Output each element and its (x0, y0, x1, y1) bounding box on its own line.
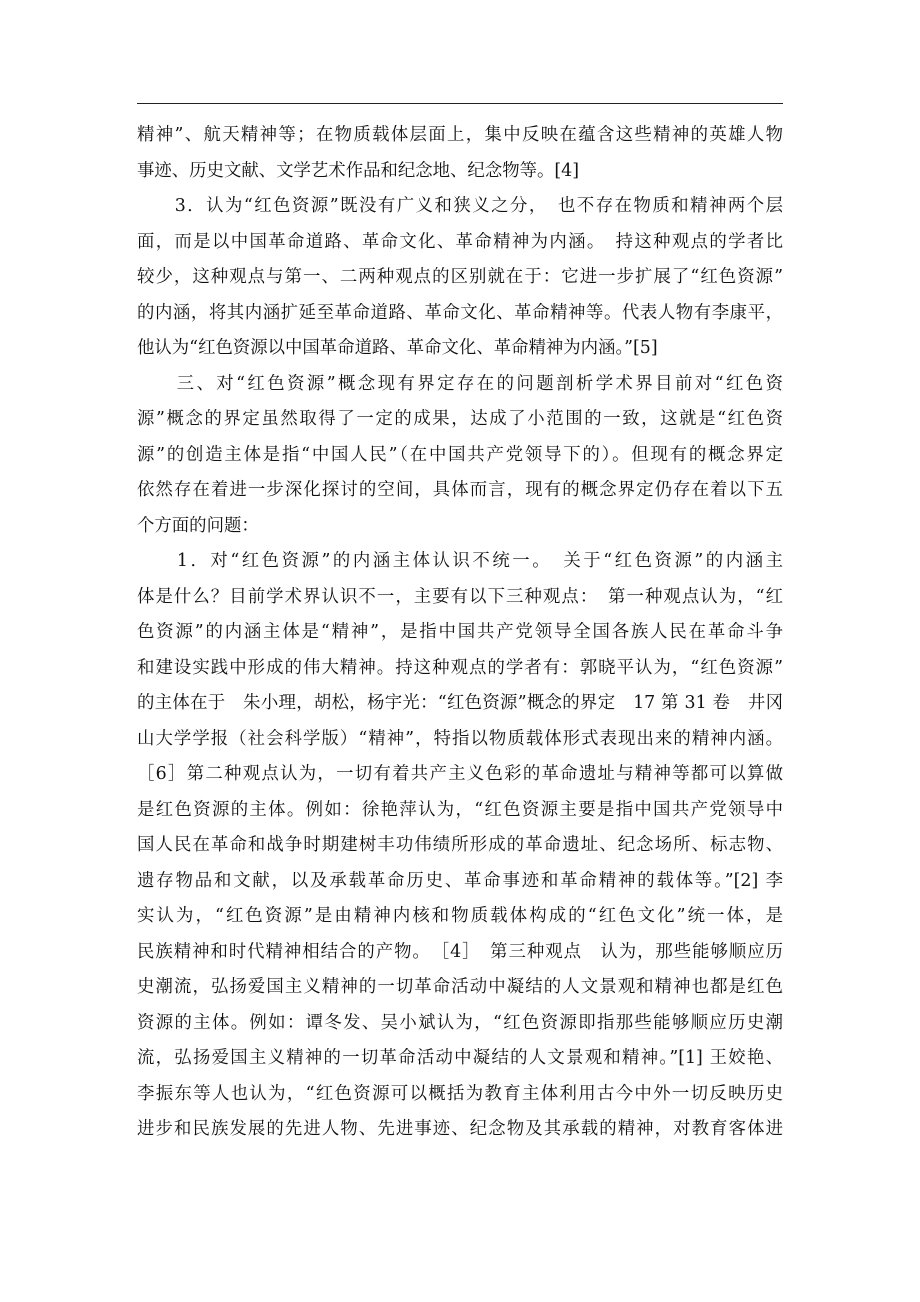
text-line: 体是什么？目前学术界认识不一，主要有以下三种观点： 第一种观点认为，“红 (137, 586, 783, 607)
text-line: ［6］第二种观点认为，一切有着共产主义色彩的革命遗址与精神等都可以算做 (137, 764, 783, 784)
header-rule (137, 103, 783, 104)
text-line: 源”的创造主体是指“中国人民”（在中国共产党领导下的）。但现有的概念界定 (137, 444, 783, 465)
text-line: 李振东等人也认为，“红色资源可以概括为教育主体利用古今中外一切反映历史 (137, 1083, 783, 1104)
text-line: 3．认为“红色资源”既没有广义和狭义之分， 也不存在物质和精神两个层 (137, 196, 783, 216)
text-line: 实认为，“红色资源”是由精神内核和物质载体构成的“红色文化”统一体，是 (137, 906, 783, 926)
text-line: 民族精神和时代精神相结合的产物。 ［4］ 第三种观点 认为，那些能够顺应历 (137, 941, 783, 962)
text-line: 较少，这种观点与第一、二两种观点的区别就在于：它进一步扩展了“红色资源” (137, 267, 783, 287)
text-line: 资源的主体。例如：谭冬发、吴小斌认为，“红色资源即指那些能够顺应历史潮 (137, 1012, 783, 1033)
text-line: 山大学学报（社会科学版）“精神”，特指以物质载体形式表现出来的精神内涵。 (137, 728, 783, 749)
text-line: 他认为“红色资源以中国革命道路、革命文化、革命精神为内涵。”[5] (137, 338, 658, 358)
page-body (137, 118, 783, 1148)
text-line: 源”概念的界定虽然取得了一定的成果，达成了小范围的一致，这就是“红色资 (137, 409, 783, 429)
text-line: 精神”、航天精神等；在物质载体层面上，集中反映在蕴含这些精神的英雄人物 (137, 125, 783, 145)
text-line: 的主体在于 朱小理，胡松，杨宇光：“红色资源”概念的界定 17 第 31 卷 井冈 (137, 693, 783, 713)
text-line: 遗存物品和文献，以及承载革命历史、革命事迹和革命精神的载体等。”[2] 李 (137, 870, 783, 891)
text-line: 依然存在着进一步深化探讨的空间，具体而言，现有的概念界定仍存在着以下五 (137, 480, 783, 500)
text-line: 事迹、历史文献、文学艺术作品和纪念地、纪念物等。[4] (137, 160, 580, 181)
text-line: 三、对“红色资源”概念现有界定存在的问题剖析学术界目前对“红色资 (137, 373, 783, 394)
text-line: 的内涵，将其内涵扩延至革命道路、革命文化、革命精神等。代表人物有李康平， (137, 302, 783, 323)
text-line: 和建设实践中形成的伟大精神。持这种观点的学者有：郭晓平认为，“红色资源” (137, 657, 783, 678)
text-line: 个方面的问题： (137, 515, 259, 536)
text-line: 1．对“红色资源”的内涵主体认识不统一。 关于“红色资源”的内涵主 (137, 551, 783, 571)
text-line: 进步和民族发展的先进人物、先进事迹、纪念物及其承载的精神，对教育客体进 (137, 1119, 783, 1139)
text-line: 流，弘扬爱国主义精神的一切革命活动中凝结的人文景观和精神。”[1] 王姣艳、 (137, 1048, 783, 1068)
text-line: 国人民在革命和战争时期建树丰功伟绩所形成的革命遗址、纪念场所、标志物、 (137, 835, 783, 855)
text-line: 色资源”的内涵主体是“精神”，是指中国共产党领导全国各族人民在革命斗争 (137, 622, 783, 642)
text-line: 是红色资源的主体。例如：徐艳萍认为，“红色资源主要是指中国共产党领导中 (137, 799, 783, 820)
text-line: 面，而是以中国革命道路、革命文化、革命精神为内涵。 持这种观点的学者比 (137, 231, 783, 252)
text-line: 史潮流，弘扬爱国主义精神的一切革命活动中凝结的人文景观和精神也都是红色 (137, 977, 783, 997)
